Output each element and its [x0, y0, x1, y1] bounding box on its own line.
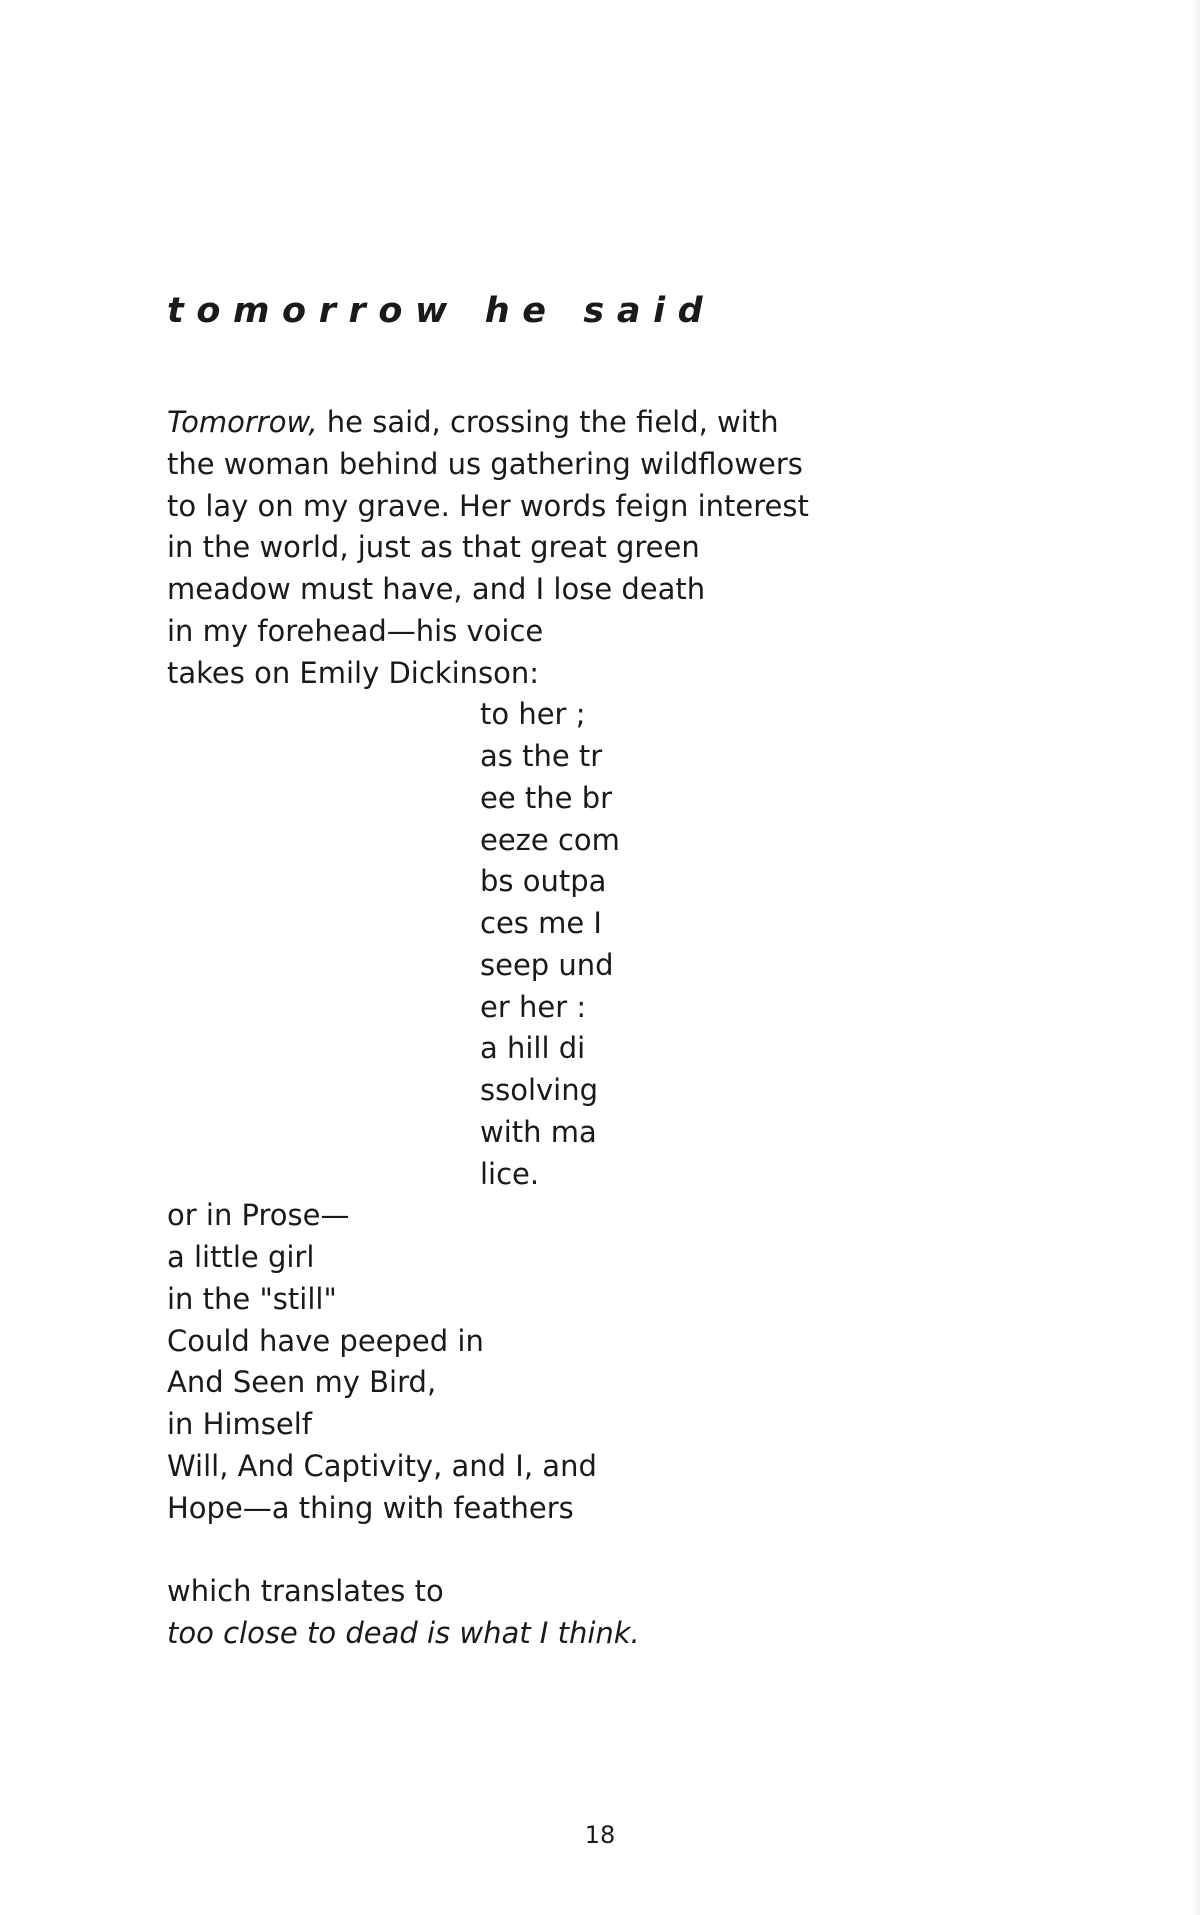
- indented-poem-line: ces me I: [480, 906, 602, 940]
- stanza-break: [167, 1529, 1067, 1571]
- indented-poem-line: lice.: [480, 1156, 540, 1191]
- poem-line: a little girl: [167, 1240, 315, 1274]
- poem-body: [167, 402, 1067, 1655]
- indented-poem-line: er her :: [480, 989, 587, 1024]
- indented-poem-line: bs outpa: [480, 864, 607, 899]
- poem-line: Hope—a thing with feathers: [167, 1490, 574, 1525]
- poem-line: And Seen my Bird,: [167, 1365, 437, 1400]
- indented-poem-line: as the tr: [480, 739, 603, 773]
- indented-poem-line: to her ;: [480, 697, 586, 732]
- poem-line: Will, And Captivity, and I, and: [167, 1448, 597, 1483]
- poem-line: the woman behind us gathering wildflowers: [167, 446, 803, 481]
- poem-line: in the "still": [167, 1281, 337, 1316]
- indented-poem-line: seep und: [480, 947, 614, 982]
- poem-line: in my forehead—his voice: [167, 613, 544, 648]
- poem-line: takes on Emily Dickinson:: [167, 655, 540, 690]
- poem-title: tomorrow he said: [167, 291, 716, 331]
- poem-line: in the world, just as that great green: [167, 530, 700, 565]
- poem-line: Could have peeped in: [167, 1323, 484, 1358]
- indented-poem-line: a hill di: [480, 1031, 586, 1066]
- poem-line: to lay on my grave. Her words feign interest: [167, 488, 809, 523]
- page-edge-shadow: [1192, 0, 1200, 1915]
- indented-poem-line: with ma: [480, 1114, 597, 1149]
- poem-line: in Himself: [167, 1407, 312, 1441]
- indented-poem-line: eeze com: [480, 822, 620, 857]
- indented-poem-line: ssolving: [480, 1073, 599, 1107]
- opening-italic-word: Tomorrow,: [167, 405, 318, 439]
- indented-poem-line: ee the br: [480, 780, 613, 815]
- poem-line: meadow must have, and I lose death: [167, 572, 706, 606]
- poem-line: or in Prose—: [167, 1198, 350, 1233]
- opening-line-rest: he said, crossing the field, with: [317, 405, 779, 439]
- poem-closing-italic-line: too close to dead is what I think.: [167, 1615, 640, 1650]
- poem-opening-line: [167, 402, 1067, 444]
- poem-closing-line: which translates to: [167, 1574, 444, 1608]
- page-number: 18: [584, 1821, 616, 1849]
